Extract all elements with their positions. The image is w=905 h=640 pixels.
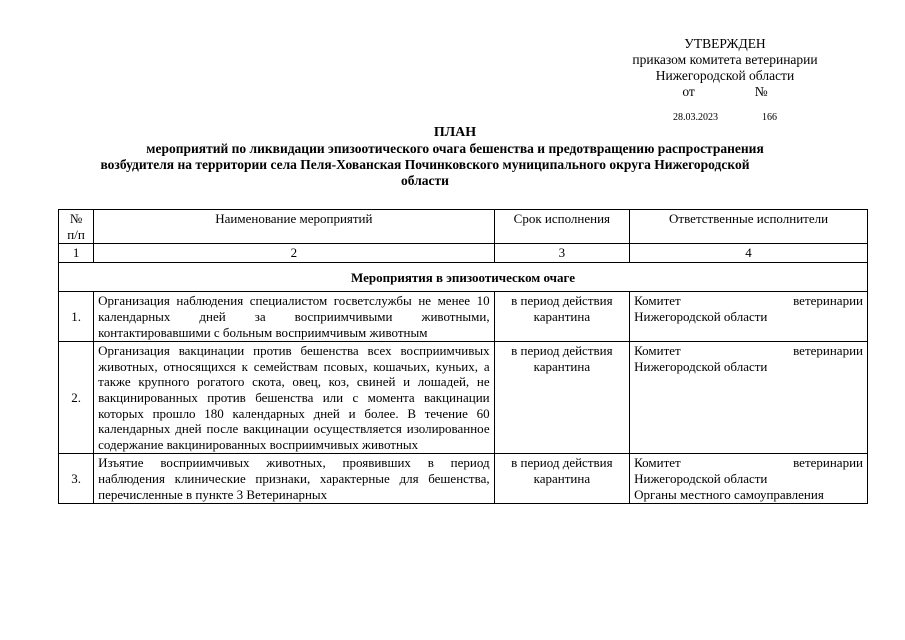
table-row — [59, 454, 868, 504]
header-number: № п/п — [59, 210, 94, 244]
executor-line — [634, 343, 863, 359]
row-deadline: в период действия карантина — [494, 342, 630, 454]
executor-line — [634, 455, 863, 471]
plan-heading: ПЛАН — [433, 125, 477, 140]
row-executors — [630, 342, 868, 454]
approval-date: 28.03.2023 — [673, 112, 718, 123]
executor-word: ветеринарии — [793, 455, 863, 471]
section-row — [59, 262, 868, 292]
row-number: 1. — [59, 292, 94, 342]
column-index: 2 — [94, 244, 494, 263]
executor-word: Комитет — [634, 293, 681, 309]
row-executors — [630, 454, 868, 504]
row-deadline: в период действия карантина — [494, 292, 630, 342]
approval-number: 166 — [762, 112, 777, 123]
approval-order: приказом комитета ветеринарии — [632, 52, 818, 67]
approval-stamp — [590, 36, 860, 126]
row-executors — [630, 292, 868, 342]
executor-line: Нижегородской области — [634, 308, 768, 324]
measures-table — [58, 209, 868, 504]
row-measure: Изъятие восприимчивых животных, проявивших в период наблюдения клинические признаки, характерные для бешенства, перечисленные в пункте 3 Ветеринарных — [94, 454, 494, 504]
column-index-row — [59, 244, 868, 263]
column-index: 1 — [59, 244, 94, 263]
approval-from-label: от — [682, 84, 695, 99]
table-header-row — [59, 210, 868, 244]
executor-word: Комитет — [634, 343, 681, 359]
approval-title: УТВЕРЖДЕН — [684, 36, 766, 51]
row-measure: Организация вакцинации против бешенства всех восприимчивых животных, относящихся к семействам псовых, кошачьих, куньих, а также крупного рогатого скота, овец, коз, свиней и лошадей, не вакцинированных против бешенства или с момента вакцинации которых прошло 180 календарных дней и более. В течение 60 календарных дней после вакцинации осуществляется изолированное содержание вакцинированных восприимчивых животных — [94, 342, 494, 454]
approval-region: Нижегородской области — [655, 68, 795, 83]
approval-number-label: № — [754, 84, 768, 99]
document-title — [60, 125, 850, 189]
header-measure: Наименование мероприятий — [94, 210, 494, 244]
plan-subtitle-3: области — [401, 173, 449, 188]
approval-from-row — [590, 84, 860, 100]
section-title: Мероприятия в эпизоотическом очаге — [59, 262, 868, 292]
table-row — [59, 342, 868, 454]
executor-line — [634, 293, 863, 309]
executor-word: ветеринарии — [793, 293, 863, 309]
approval-date-row — [590, 110, 860, 126]
row-number: 3. — [59, 454, 94, 504]
table-row — [59, 292, 868, 342]
plan-subtitle-1: мероприятий по ликвидации эпизоотического очага бешенства и предотвращению распространения — [146, 141, 764, 156]
executor-line: Нижегородской области — [634, 358, 768, 374]
row-measure: Организация наблюдения специалистом госветслужбы не менее 10 календарных дней за восприимчивыми животными, контактировавшими с больным восприимчивым животным — [94, 292, 494, 342]
header-deadline: Срок исполнения — [494, 210, 630, 244]
executor-line: Нижегородской области — [634, 470, 768, 486]
column-index: 4 — [630, 244, 868, 263]
executor-word: ветеринарии — [793, 343, 863, 359]
header-executors: Ответственные исполнители — [630, 210, 868, 244]
row-deadline: в период действия карантина — [494, 454, 630, 504]
column-index: 3 — [494, 244, 630, 263]
plan-subtitle-2: возбудителя на территории села Пеля-Хованская Починковского муниципального округа Нижегородской — [100, 157, 750, 172]
executor-line: Органы местного самоуправления — [634, 486, 824, 502]
executor-word: Комитет — [634, 455, 681, 471]
row-number: 2. — [59, 342, 94, 454]
